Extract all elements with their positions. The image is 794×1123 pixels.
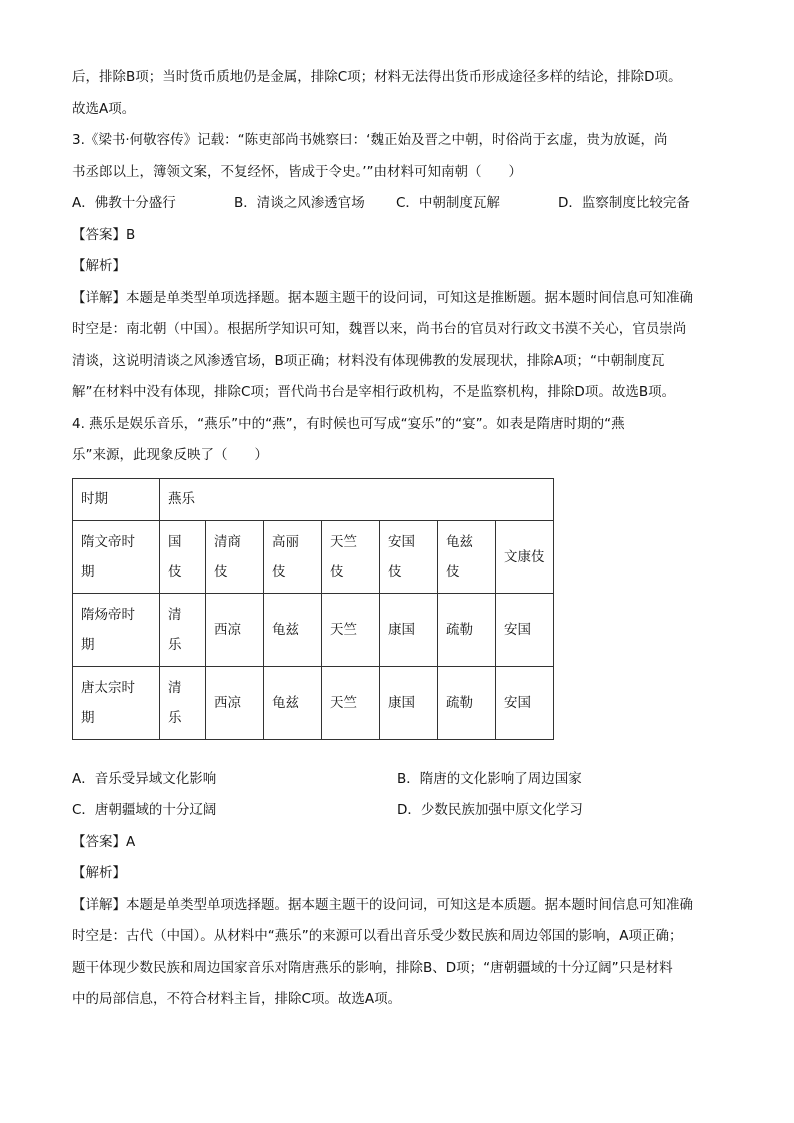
table-cell: 康国: [380, 666, 438, 739]
q4-detail-line: 中的局部信息，不符合材料主旨，排除C项。故选A项。: [72, 991, 402, 1007]
table-header-row: [73, 478, 554, 520]
table-header-cell: 时期: [73, 478, 160, 520]
prev-analysis-line: 后，排除B项；当时货币质地仍是金属，排除C项；材料无法得出货币形成途径多样的结论，排除D项。: [72, 69, 682, 85]
document-page: [72, 62, 722, 1016]
q4-detail-line: 题干体现少数民族和周边国家音乐对隋唐燕乐的影响，排除B、D项；“唐朝疆域的十分辽阔”只是材料: [72, 959, 673, 976]
q3-answer: 【答案】B: [72, 226, 136, 243]
q3-detail-line: 解”在材料中没有体现，排除C项；晋代尚书台是宰相行政机构，不是监察机构，排除D项。故选B项。: [72, 384, 676, 400]
q3-detail-line: 【详解】本题是单类型单项选择题。据本题主题干的设问词，可知这是推断题。据本题时间信息可知准确: [72, 289, 693, 306]
prev-conclusion-line: 故选A项。: [72, 100, 136, 117]
q3-options: [72, 188, 722, 220]
q3-detail-line: 清谈，这说明清谈之风渗透官场，B项正确；材料没有体现佛教的发展现状，排除A项；“中朝制度瓦: [72, 352, 665, 369]
q3-option-a: A．佛教十分盛行: [72, 195, 176, 211]
table-cell: 龟兹: [264, 593, 322, 666]
table-row: [73, 666, 554, 739]
table-cell: 安国: [496, 593, 554, 666]
q3-detail-line: 时空是：南北朝（中国）。根据所学知识可知，魏晋以来，尚书台的官员对行政文书漠不关心，官员崇尚: [72, 321, 687, 337]
q3-stem-line: 3.《梁书·何敬容传》记载：“陈吏部尚书姚察曰：‘魏正始及晋之中朝，时俗尚于玄虚，贵为放诞，尚: [72, 132, 668, 148]
table-cell: 安国 伎: [380, 520, 438, 593]
table-cell: 龟兹: [264, 666, 322, 739]
q4-options-row: [72, 795, 722, 827]
q4-detail-line: 【详解】本题是单类型单项选择题。据本题主题干的设问词，可知这是本质题。据本题时间信息可知准确: [72, 896, 693, 913]
q4-stem-line: 4. 燕乐是娱乐音乐，“燕乐”中的“燕”，有时候也可写成“宴乐”的“宴”。如表是隋唐时期的“燕: [72, 415, 625, 432]
table-cell: 龟兹 伎: [438, 520, 496, 593]
table-cell: 清商 伎: [206, 520, 264, 593]
q4-analysis-label: 【解析】: [72, 865, 126, 881]
q4-detail-line: 时空是：古代（中国）。从材料中“燕乐”的来源可以看出音乐受少数民族和周边邻国的影响，A项正确；: [72, 928, 683, 944]
q4-option-b: B．隋唐的文化影响了周边国家: [397, 770, 582, 787]
q3-option-c: C．中朝制度瓦解: [396, 195, 500, 211]
q4-option-c: C．唐朝疆域的十分辽阔: [72, 802, 217, 818]
table-cell: 国 伎: [160, 520, 206, 593]
q4-options-row: [72, 764, 722, 796]
table-cell: 西凉: [206, 593, 264, 666]
table-cell: 天竺: [322, 593, 380, 666]
table-cell: 天竺: [322, 666, 380, 739]
table-cell: 安国: [496, 666, 554, 739]
table-cell: 疏勒: [438, 666, 496, 739]
table-cell: 高丽 伎: [264, 520, 322, 593]
yanyue-source-table: [72, 478, 554, 740]
table-cell: 康国: [380, 593, 438, 666]
period-cell: 唐太宗时 期: [73, 666, 160, 739]
table-row: [73, 593, 554, 666]
table-cell: 天竺 伎: [322, 520, 380, 593]
table-cell: 清 乐: [160, 593, 206, 666]
table-cell: 疏勒: [438, 593, 496, 666]
table-header-cell: 燕乐: [160, 478, 554, 520]
q4-answer: 【答案】A: [72, 833, 136, 850]
q3-analysis-label: 【解析】: [72, 258, 126, 274]
table-row: [73, 520, 554, 593]
q4-stem-line: 乐”来源，此现象反映了（ ）: [72, 447, 268, 463]
period-cell: 隋炀帝时 期: [73, 593, 160, 666]
q3-option-d: D．监察制度比较完备: [558, 195, 690, 211]
q3-stem-line: 书丞郎以上，簿领文案，不复经怀，皆成于令史。’”由材料可知南朝（ ）: [72, 163, 523, 180]
table-cell: 文康伎: [496, 520, 554, 593]
table-cell: 清 乐: [160, 666, 206, 739]
q4-option-a: A．音乐受异域文化影响: [72, 770, 217, 787]
q3-option-b: B．清谈之风渗透官场: [234, 195, 365, 211]
q4-option-d: D．少数民族加强中原文化学习: [397, 802, 583, 818]
table-cell: 西凉: [206, 666, 264, 739]
period-cell: 隋文帝时 期: [73, 520, 160, 593]
